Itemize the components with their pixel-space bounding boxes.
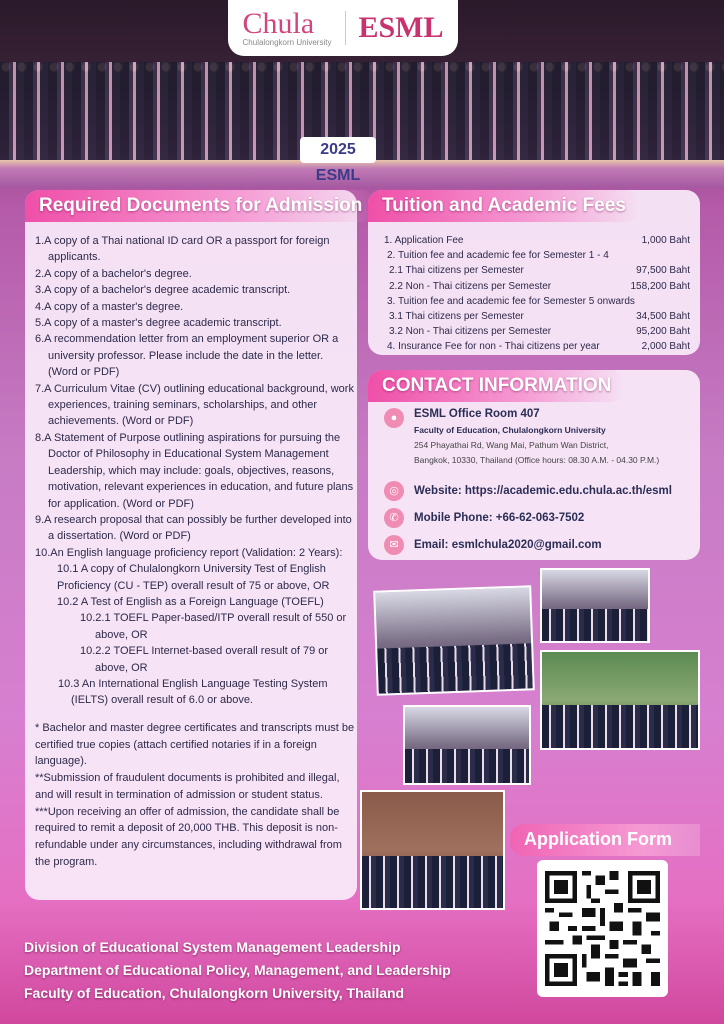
photo-garden-group — [540, 650, 700, 750]
chula-logo — [243, 9, 332, 47]
required-documents-title: Required Documents for Admission — [25, 190, 376, 222]
fee-label: 1. Application Fee — [384, 235, 464, 246]
list-item: 1.A copy of a Thai national ID card OR a passport for foreign applicants. — [35, 235, 330, 264]
list-item: 5.A copy of a master's degree academic transcript. — [35, 317, 282, 330]
fees-table — [384, 233, 690, 355]
note: **Submission of fraudulent documents is prohibited and illegal, and will result in termination of admission or student status. — [35, 772, 340, 801]
fee-label: 2.2 Non - Thai citizens per Semester — [389, 280, 552, 292]
fee-value: 97,500 Baht — [636, 265, 690, 277]
stage — [0, 160, 724, 188]
note: * Bachelor and master degree certificates and transcripts must be certified true copies (attach certified notaries if in a foreign language). — [35, 722, 355, 768]
fee-row — [384, 279, 690, 294]
note: ***Upon receiving an offer of admission, the candidate shall be required to remit a deposit of 20,000 THB. This deposit is non-refundable under any circumstances, including withdrawal from the program. — [35, 805, 342, 868]
list-item: 10.1 A copy of Chulalongkorn University Test of English Proficiency (CU - TEP) overall result of 75 or above, OR — [57, 563, 330, 592]
chula-logo-text: Chula — [242, 7, 315, 40]
phone-info — [384, 508, 584, 528]
photo-building-group — [360, 790, 505, 910]
globe-icon: ◎ — [384, 481, 404, 501]
fee-label: 4. Insurance Fee for non - Thai citizens per year — [387, 341, 600, 353]
fee-row — [384, 233, 690, 248]
list-item: 4.A copy of a master's degree. — [35, 300, 184, 313]
fee-label: 2.1 Thai citizens per Semester — [389, 265, 524, 277]
fee-row — [384, 294, 690, 309]
qr-code-icon — [545, 868, 660, 989]
office-info — [384, 408, 659, 468]
address-line: Bangkok, 10330, Thailand (Office hours: 08.30 A.M. - 04.30 P.M.) — [414, 455, 660, 465]
photo-seminar-room — [403, 705, 531, 785]
list-item: 10.2.2 TOEFL Internet-based overall result of 79 or above, OR — [80, 645, 329, 674]
faculty-name: Faculty of Education, Chulalongkorn University — [414, 425, 606, 435]
application-form-qr-code[interactable] — [537, 860, 668, 997]
list-item: 10.2 A Test of English as a Foreign Language (TOEFL) — [57, 595, 324, 608]
fee-value: 34,500 Baht — [636, 311, 690, 323]
logo-banner — [228, 0, 458, 56]
footer-division: Division of Educational System Management Leadership — [24, 939, 401, 955]
fee-value: 1,000 Baht — [641, 235, 690, 246]
list-item: 10.An English language proficiency report (Validation: 2 Years): — [35, 546, 343, 559]
footer — [24, 936, 451, 1005]
envelope-icon: ✉ — [384, 535, 404, 555]
hero-group-photo — [0, 0, 724, 188]
esml-2025-badge: 2025 ESML — [300, 137, 376, 163]
esml-logo: ESML — [345, 11, 443, 45]
documents-list — [35, 233, 355, 709]
fee-row — [384, 309, 690, 324]
application-form-title: Application Form — [510, 824, 700, 856]
footer-faculty: Faculty of Education, Chulalongkorn University, Thailand — [24, 985, 405, 1001]
fee-row — [384, 248, 690, 263]
required-documents-panel — [25, 190, 363, 900]
fee-label: 3. Tuition fee and academic fee for Semester 5 onwards — [387, 295, 635, 307]
email-info — [384, 535, 602, 555]
photo-group-small — [540, 568, 650, 643]
notes — [35, 720, 355, 870]
list-item: 2.A copy of a bachelor's degree. — [35, 267, 192, 280]
chula-logo-sub: Chulalongkorn University — [242, 38, 332, 47]
list-item: 10.3 An International English Language Testing System (IELTS) overall result of 6.0 or above. — [58, 677, 328, 707]
fee-row — [384, 339, 690, 354]
fee-row — [384, 263, 690, 278]
fee-value: 95,200 Baht — [636, 326, 690, 338]
phone-icon: ✆ — [384, 508, 404, 528]
fees-title: Tuition and Academic Fees — [368, 190, 640, 222]
fee-value: 2,000 Baht — [641, 341, 690, 353]
contact-panel — [368, 370, 700, 560]
office-room: ESML Office Room 407 — [414, 408, 540, 420]
email-link[interactable]: Email: esmlchula2020@gmail.com — [414, 539, 602, 551]
phone-number[interactable]: Mobile Phone: +66-62-063-7502 — [414, 512, 585, 524]
location-pin-icon: ● — [384, 408, 404, 428]
list-item: 10.2.1 TOEFL Paper-based/ITP overall result of 550 or above, OR — [80, 612, 347, 641]
website-link[interactable]: Website: https://academic.edu.chula.ac.th/esml — [414, 485, 672, 497]
fee-label: 3.2 Non - Thai citizens per Semester — [389, 326, 552, 338]
fee-value: 158,200 Baht — [630, 280, 690, 292]
list-item: 8.A Statement of Purpose outlining aspirations for pursuing the Doctor of Philosophy in Educational System Management Leadership, which may include: goals, objectives, reasons, motivation, relevant experiences in education, and future plans for application. (Word or PDF) — [35, 431, 354, 510]
list-item: 3.A copy of a bachelor's degree academic transcript. — [35, 284, 291, 297]
list-item: 7.A Curriculum Vitae (CV) outlining educational background, work experiences, training seminars, scholarships, and other achievements. (Word or PDF) — [35, 382, 354, 428]
fee-label: 2. Tuition fee and academic fee for Semester 1 - 4 — [387, 250, 609, 262]
contact-title: CONTACT INFORMATION — [368, 370, 625, 402]
photo-global-citizen — [373, 585, 535, 695]
address-line: 254 Phayathai Rd, Wang Mai, Pathum Wan District, — [414, 440, 609, 450]
fee-label: 3.1 Thai citizens per Semester — [389, 311, 524, 323]
footer-department: Department of Educational Policy, Management, and Leadership — [24, 962, 451, 978]
fee-row — [384, 324, 690, 339]
website-info — [384, 481, 672, 501]
list-item: 6.A recommendation letter from an employment superior OR a university professor. Please include the date in the letter. (Word or PDF) — [35, 333, 339, 379]
list-item: 9.A research proposal that can possibly be further developed into a dissertation. (Word or PDF) — [35, 513, 352, 543]
fees-panel — [368, 190, 700, 355]
